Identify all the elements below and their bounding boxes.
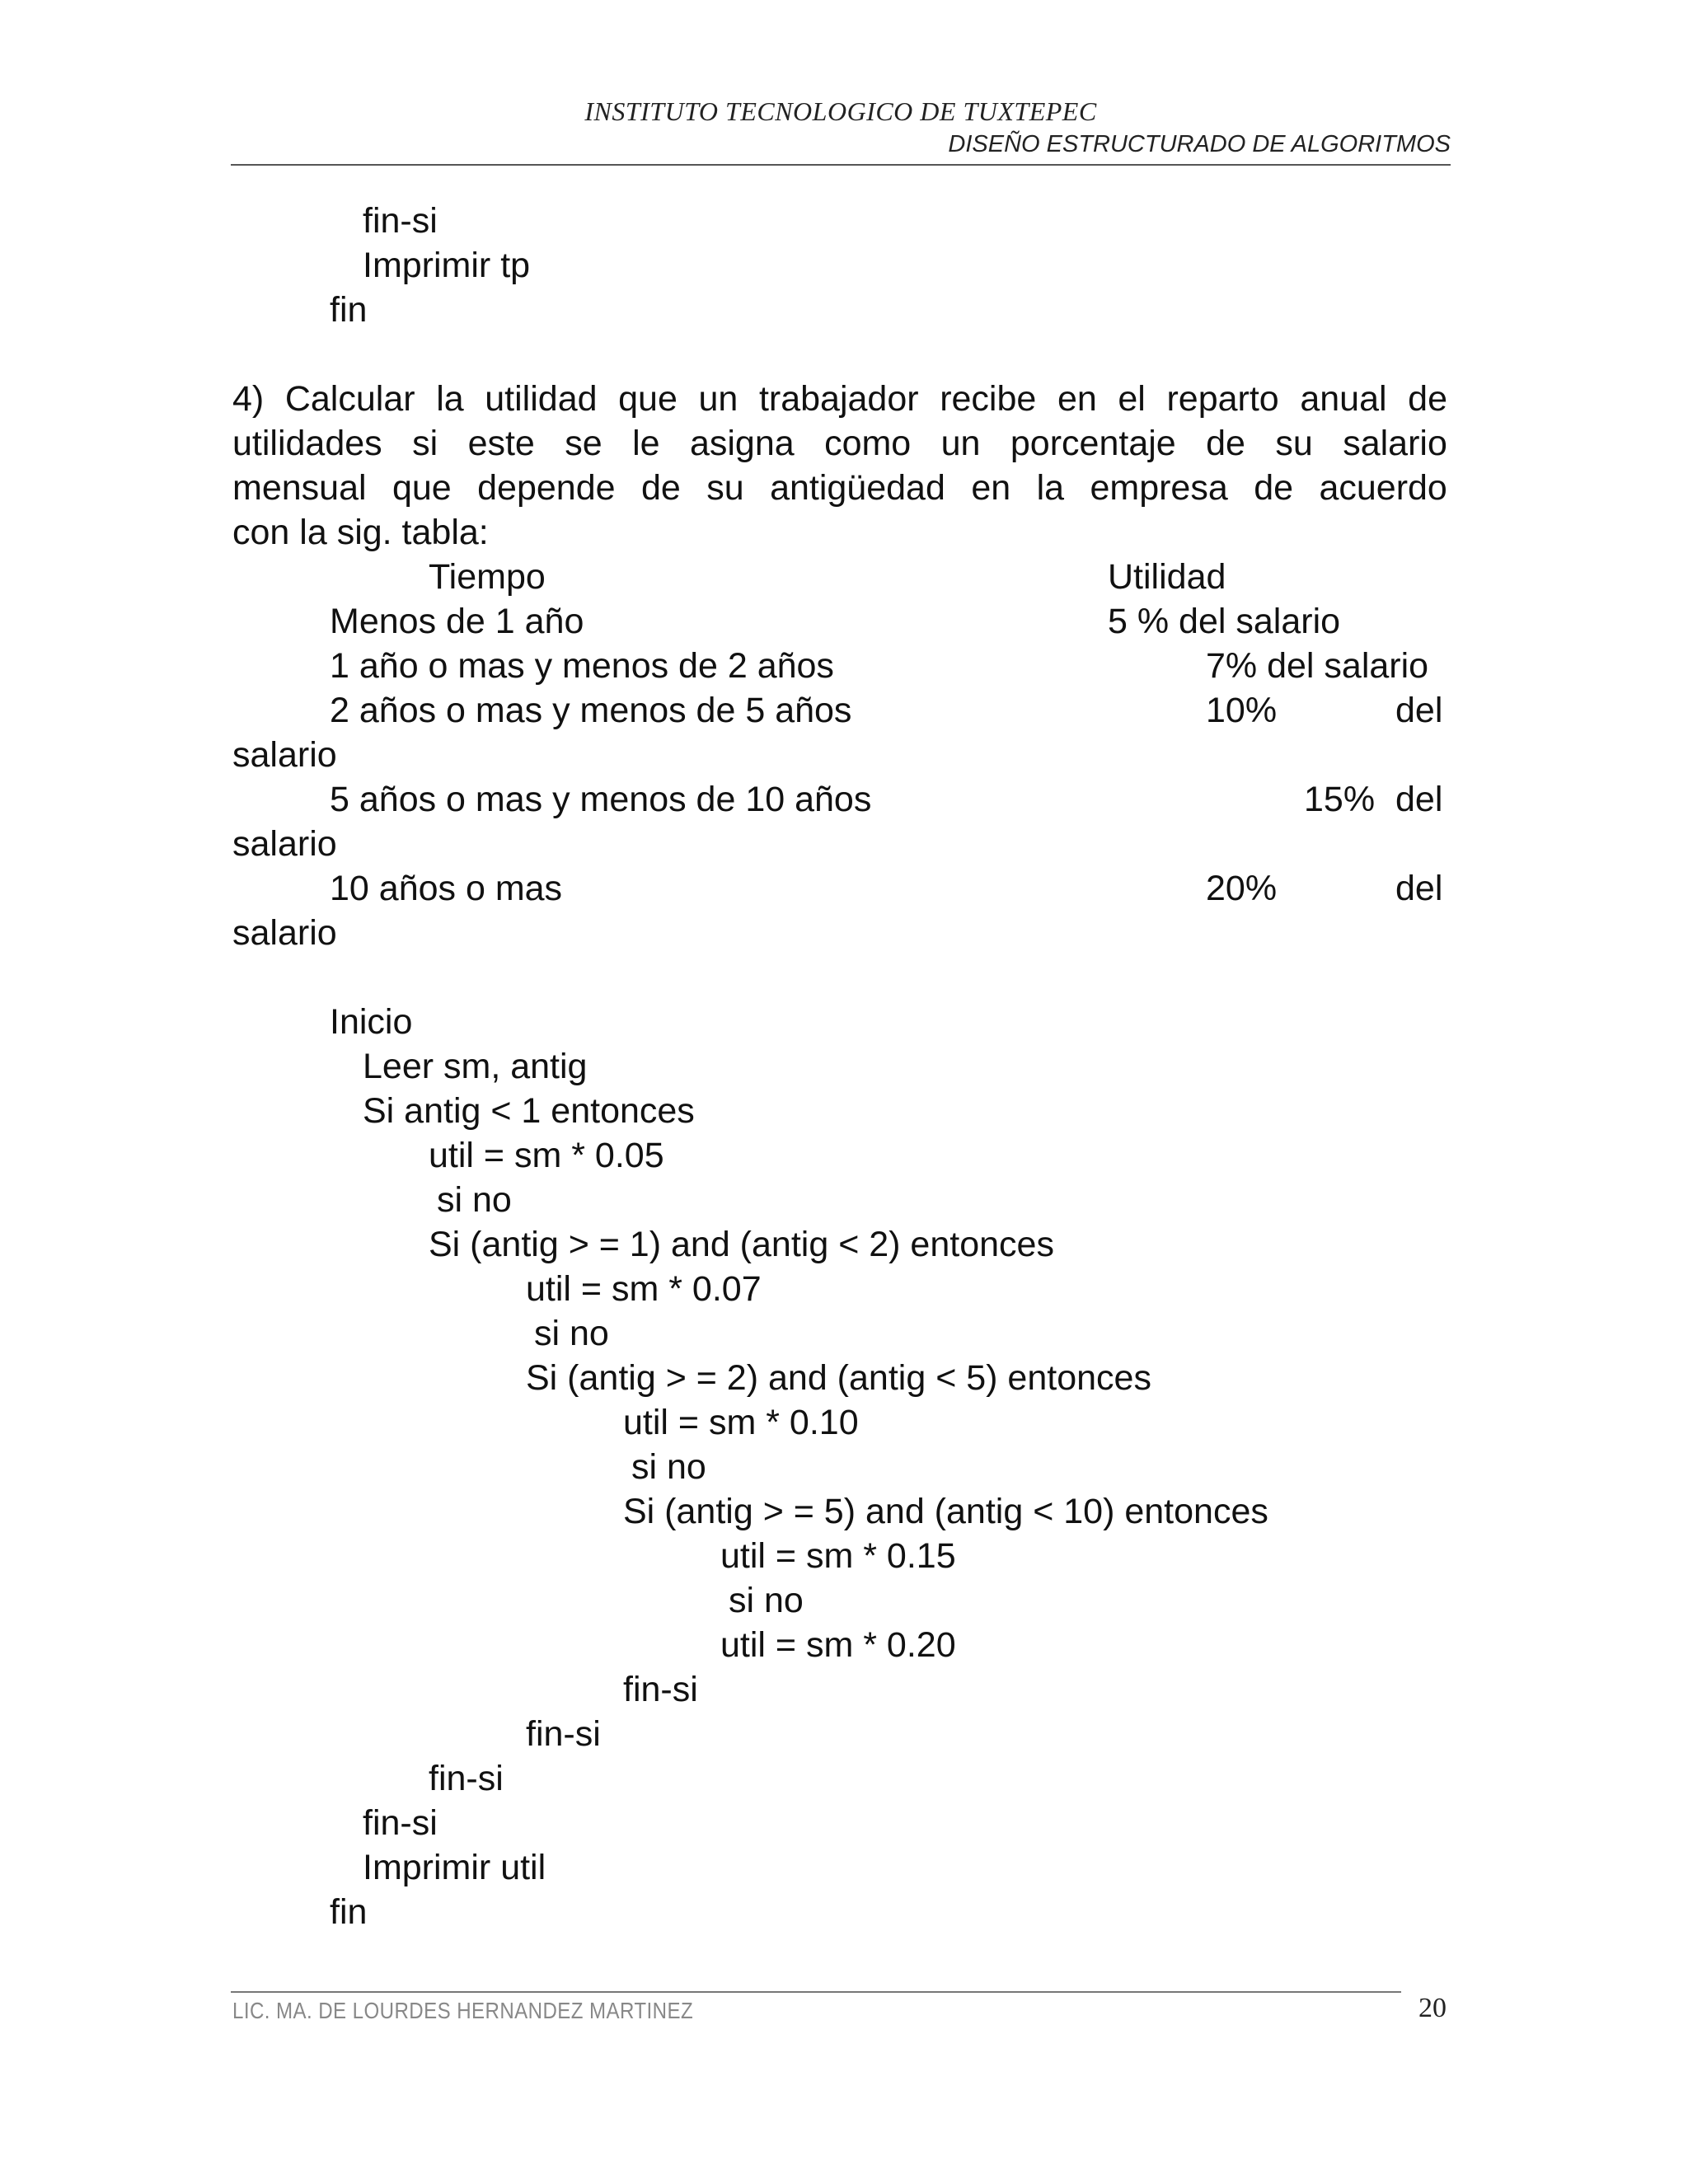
table-row-util: 7% del salario bbox=[1206, 646, 1429, 686]
word: Calcular bbox=[284, 379, 415, 419]
algo-line: util = sm * 0.05 bbox=[429, 1136, 664, 1175]
algo-line: si no bbox=[631, 1447, 706, 1487]
word: un bbox=[940, 424, 981, 463]
algo-line: util = sm * 0.07 bbox=[526, 1269, 762, 1309]
word: de bbox=[1254, 468, 1294, 508]
algo-line: Si (antig > = 2) and (antig < 5) entonces bbox=[526, 1358, 1151, 1398]
problem-last-line: con la sig. tabla: bbox=[232, 513, 489, 552]
word: en bbox=[971, 468, 1011, 508]
table-row-del: del bbox=[1395, 869, 1443, 908]
table-row-time: 5 años o mas y menos de 10 años bbox=[330, 780, 872, 819]
footer-author: LIC. MA. DE LOURDES HERNANDEZ MARTINEZ bbox=[232, 1998, 694, 2023]
word: como bbox=[824, 424, 912, 463]
word: 4) bbox=[232, 379, 265, 419]
word: su bbox=[1275, 424, 1313, 463]
algo-line: fin bbox=[330, 1892, 368, 1932]
word: que bbox=[392, 468, 452, 508]
algo-line: fin-si bbox=[429, 1759, 504, 1798]
word: recibe bbox=[940, 379, 1037, 419]
table-header-time: Tiempo bbox=[429, 557, 546, 597]
table-row-pct: 10% bbox=[1206, 691, 1278, 730]
table-row-time: 1 año o mas y menos de 2 años bbox=[330, 646, 834, 686]
table-row-wrap: salario bbox=[232, 824, 337, 864]
word: porcentaje bbox=[1010, 424, 1176, 463]
word: de bbox=[1206, 424, 1245, 463]
table-row-del: del bbox=[1395, 691, 1443, 730]
algo-line: si no bbox=[437, 1180, 512, 1220]
word: si bbox=[412, 424, 438, 463]
word: se bbox=[565, 424, 603, 463]
algo-line: fin-si bbox=[526, 1714, 601, 1754]
word: empresa bbox=[1090, 468, 1228, 508]
algo-line: fin-si bbox=[363, 1803, 438, 1843]
word: un bbox=[698, 379, 738, 419]
footer-divider bbox=[231, 1991, 1401, 1993]
word: le bbox=[632, 424, 660, 463]
word: asigna bbox=[689, 424, 795, 463]
table-row-pct: 15% bbox=[1304, 780, 1376, 819]
word: utilidades bbox=[232, 424, 382, 463]
word: reparto bbox=[1166, 379, 1279, 419]
algo-line: util = sm * 0.15 bbox=[720, 1536, 956, 1576]
header-course: DISEÑO ESTRUCTURADO DE ALGORITMOS bbox=[948, 131, 1451, 157]
word: su bbox=[706, 468, 744, 508]
algo-line: si no bbox=[729, 1581, 804, 1620]
problem-line bbox=[232, 379, 1447, 419]
table-row-wrap: salario bbox=[232, 913, 337, 953]
table-row-pct: 20% bbox=[1206, 869, 1278, 908]
word: de bbox=[640, 468, 681, 508]
word: la bbox=[436, 379, 464, 419]
word: antigüedad bbox=[770, 468, 945, 508]
table-row-time: 10 años o mas bbox=[330, 869, 563, 908]
word: mensual bbox=[232, 468, 367, 508]
word: salario bbox=[1343, 424, 1447, 463]
word: depende bbox=[477, 468, 616, 508]
word: trabajador bbox=[758, 379, 919, 419]
algo-line: Si antig < 1 entonces bbox=[363, 1091, 695, 1131]
page-number: 20 bbox=[1418, 1993, 1447, 2023]
word: anual bbox=[1300, 379, 1387, 419]
algo-line: Si (antig > = 5) and (antig < 10) entonces bbox=[623, 1492, 1268, 1531]
algo-line: si no bbox=[534, 1314, 609, 1353]
table-row-wrap: salario bbox=[232, 735, 337, 775]
word: utilidad bbox=[485, 379, 598, 419]
algo-line: util = sm * 0.10 bbox=[623, 1403, 859, 1442]
algo-line: Si (antig > = 1) and (antig < 2) entonces bbox=[429, 1225, 1054, 1264]
word: de bbox=[1408, 379, 1447, 419]
word: en bbox=[1057, 379, 1097, 419]
algo-line: Leer sm, antig bbox=[363, 1047, 588, 1086]
table-row-util: 5 % del salario bbox=[1108, 602, 1341, 641]
prev-code-line: fin-si bbox=[363, 201, 438, 241]
table-header-util: Utilidad bbox=[1108, 557, 1226, 597]
algo-line: util = sm * 0.20 bbox=[720, 1625, 956, 1665]
word: el bbox=[1118, 379, 1146, 419]
problem-line bbox=[232, 426, 1447, 462]
table-row-time: 2 años o mas y menos de 5 años bbox=[330, 691, 852, 730]
table-row-del: del bbox=[1395, 780, 1443, 819]
algo-line: fin-si bbox=[623, 1670, 698, 1709]
word: la bbox=[1036, 468, 1065, 508]
prev-code-line: fin bbox=[330, 290, 368, 330]
table-row-time: Menos de 1 año bbox=[330, 602, 584, 641]
header-divider bbox=[231, 164, 1451, 166]
word: que bbox=[618, 379, 678, 419]
word: acuerdo bbox=[1319, 468, 1447, 508]
problem-line bbox=[232, 468, 1447, 508]
prev-code-line: Imprimir tp bbox=[363, 246, 531, 285]
algo-line: Imprimir util bbox=[363, 1848, 546, 1887]
word: este bbox=[467, 424, 535, 463]
header-institution: INSTITUTO TECNOLOGICO DE TUXTEPEC bbox=[584, 96, 1097, 126]
algo-line: Inicio bbox=[330, 1002, 413, 1042]
